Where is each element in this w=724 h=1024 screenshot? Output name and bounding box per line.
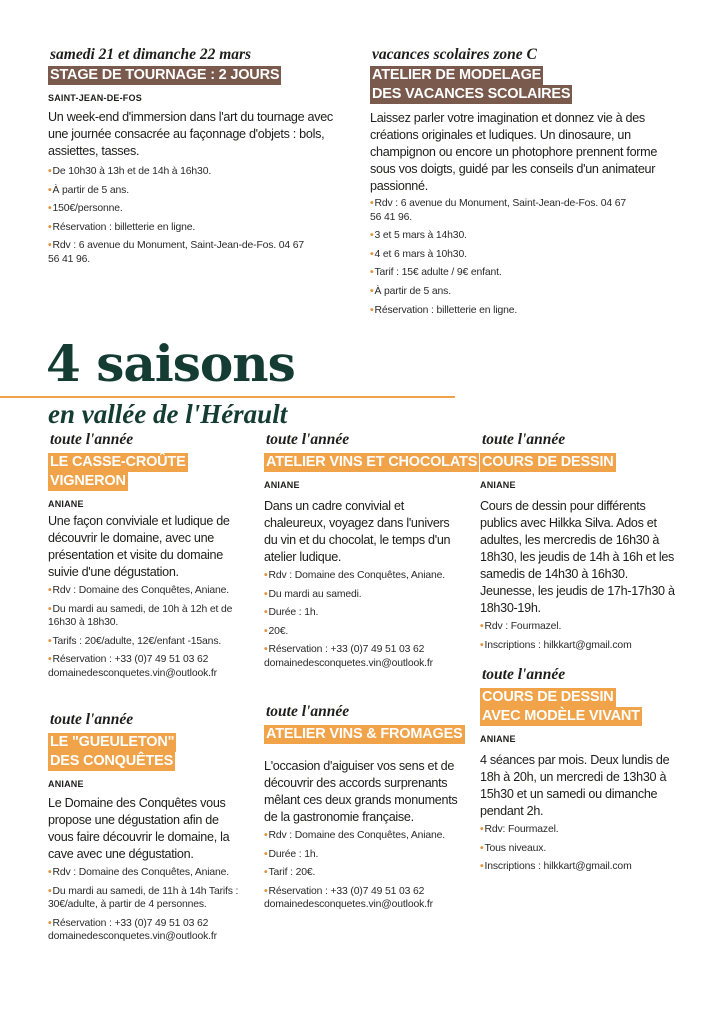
event-title-line2: AVEC MODÈLE VIVANT: [482, 708, 640, 724]
event-title-line1: LE CASSE-CROÛTE: [50, 454, 186, 470]
info-item: •Rdv : Domaine des Conquêtes, Aniane.: [48, 585, 230, 596]
info-item: •À partir de 5 ans.: [370, 285, 451, 297]
info-item: •Rdv : Domaine des Conquêtes, Aniane.: [264, 830, 446, 841]
event-date: toute l'année: [50, 431, 134, 448]
event-description: Une façon conviviale et ludique de découvrir le domaine, avec une présentation et visite du domaine suivie d'une dégustation.: [48, 514, 230, 579]
info-item: •Rdv: Fourmazel.: [480, 824, 559, 835]
event-atelier-modelage: [370, 46, 670, 322]
info-item: •De 10h30 à 13h et de 14h à 16h30.: [48, 166, 212, 177]
event-title-line1: LE "GUEULETON": [50, 734, 175, 750]
info-item: •Tarifs : 20€/adulte, 12€/enfant -15ans.: [48, 635, 222, 647]
event-place: ANIANE: [480, 480, 516, 490]
event-casse-croute: [48, 431, 248, 686]
event-info-list: [48, 584, 248, 681]
event-description: Un week-end d'immersion dans l'art du tournage avec une journée consacrée au façonnage d'objets : bols, assiettes, tasses.: [48, 110, 333, 158]
event-description: 4 séances par mois. Deux lundis de 18h à 20h, un mercredi de 13h30 à 15h30 et un samedi ou dimanche pendant 2h.: [480, 753, 670, 818]
event-info-list: [370, 197, 640, 317]
event-vins-chocolats: [264, 431, 478, 676]
event-info-list: [264, 569, 464, 671]
event-info-list: [264, 829, 464, 912]
event-gueuleton: [48, 711, 248, 949]
event-title-line1: COURS DE DESSIN: [482, 689, 614, 705]
event-place: ANIANE: [48, 779, 84, 789]
event-place: ANIANE: [48, 499, 84, 509]
info-item: •4 et 6 mars à 10h30.: [370, 248, 467, 260]
event-place: SAINT-JEAN-DE-FOS: [48, 93, 142, 103]
info-item: •Réservation : +33 (0)7 49 51 03 62 domainedesconquetes.vin@outlook.fr: [48, 654, 217, 679]
event-date: toute l'année: [50, 711, 134, 728]
event-title-line2: DES CONQUÊTES: [50, 753, 174, 769]
event-title-line2: VIGNERON: [50, 473, 126, 489]
info-item: •Rdv : Domaine des Conquêtes, Aniane.: [48, 867, 230, 878]
event-description: L'occasion d'aiguiser vos sens et de découvrir des accords surprenants mêlant ces deux grands monuments de la gastronomie française.: [264, 759, 458, 824]
info-item: •À partir de 5 ans.: [48, 184, 129, 196]
event-title-line2: DES VACANCES SCOLAIRES: [372, 86, 571, 102]
info-item: •Rdv : Domaine des Conquêtes, Aniane.: [264, 570, 446, 581]
event-title: COURS DE DESSIN: [482, 454, 614, 470]
info-item: •Réservation : billetterie en ligne.: [48, 221, 196, 233]
info-item: •Du mardi au samedi.: [264, 588, 362, 600]
event-title: STAGE DE TOURNAGE : 2 JOURS: [50, 67, 280, 83]
info-item: •Durée : 1h.: [264, 607, 319, 619]
event-date: samedi 21 et dimanche 22 mars: [50, 46, 252, 63]
info-item: •Inscriptions : hilkkart@gmail.com: [480, 639, 632, 651]
event-info-list: [48, 866, 248, 944]
event-description: Laissez parler votre imagination et donnez vie à des créations originales et ludiques. Un dinosaure, un champignon ou encore un photophore prennent forme sous vos doigts, guidé par les conseils d'un animateur passionné.: [370, 111, 658, 193]
info-item: •Tous niveaux.: [480, 842, 547, 854]
section-title: 4 saisons: [46, 334, 295, 393]
info-item: •3 et 5 mars à 14h30.: [370, 230, 467, 242]
event-date: toute l'année: [266, 703, 350, 720]
event-info-list: [480, 620, 680, 652]
info-item: •Réservation : +33 (0)7 49 51 03 62 domainedesconquetes.vin@outlook.fr: [264, 885, 433, 911]
info-item: •Réservation : billetterie en ligne.: [370, 304, 518, 316]
info-item: •Rdv : 6 avenue du Monument, Saint-Jean-de-Fos. 04 67 56 41 96.: [48, 240, 305, 265]
event-description: Dans un cadre convivial et chaleureux, voyagez dans l'univers du vin et du chocolat, le temps d'un atelier ludique.: [264, 499, 451, 564]
event-cours-dessin: [480, 431, 680, 657]
event-date: toute l'année: [482, 666, 566, 683]
event-info-list: [48, 165, 308, 267]
event-cours-dessin-modele: [480, 666, 680, 879]
info-item: •Du mardi au samedi, de 11h à 14h Tarifs : 30€/adulte, à partir de 4 personnes.: [48, 885, 239, 911]
event-description: Le Domaine des Conquêtes vous propose une dégustation afin de vous faire découvrir le domaine, la cave avec une dégustation.: [48, 796, 230, 861]
info-item: •Du mardi au samedi, de 10h à 12h et de 16h30 à 18h30.: [48, 603, 233, 629]
info-item: •Durée : 1h.: [264, 848, 319, 860]
event-place: ANIANE: [264, 480, 300, 490]
event-description: Cours de dessin pour différents publics avec Hilkka Silva. Ados et adultes, les mercredis de 16h30 à 18h30, les jeudis de 14h à 16h et les samedis de 14h30 à 16h30. Jeunesse, les jeudis de 17h-17h30 à 18h30-19h.: [480, 499, 675, 615]
info-item: •150€/personne.: [48, 203, 123, 215]
event-vins-fromages: [264, 703, 464, 917]
event-title: ATELIER VINS ET CHOCOLATS: [266, 454, 478, 470]
section-subtitle: en vallée de l'Hérault: [48, 399, 288, 429]
info-item: •Tarif : 20€.: [264, 867, 316, 879]
info-item: •Rdv : Fourmazel.: [480, 621, 562, 632]
info-item: •Inscriptions : hilkkart@gmail.com: [480, 861, 632, 873]
info-item: •Réservation : +33 (0)7 49 51 03 62 domainedesconquetes.vin@outlook.fr: [264, 644, 433, 669]
info-item: •Tarif : 15€ adulte / 9€ enfant.: [370, 267, 502, 279]
event-date: toute l'année: [482, 431, 566, 448]
event-date: vacances scolaires zone C: [372, 46, 537, 63]
info-item: •20€.: [264, 625, 289, 637]
event-info-list: [480, 823, 680, 874]
section-divider: [0, 396, 455, 398]
event-title-line1: ATELIER DE MODELAGE: [372, 67, 542, 83]
event-date: toute l'année: [266, 431, 350, 448]
event-place: ANIANE: [480, 734, 516, 744]
info-item: •Réservation : +33 (0)7 49 51 03 62 domainedesconquetes.vin@outlook.fr: [48, 917, 217, 943]
event-title: ATELIER VINS & FROMAGES: [266, 726, 463, 742]
info-item: •Rdv : 6 avenue du Monument, Saint-Jean-de-Fos. 04 67 56 41 96.: [370, 198, 627, 223]
event-stage-tournage: [48, 46, 338, 272]
